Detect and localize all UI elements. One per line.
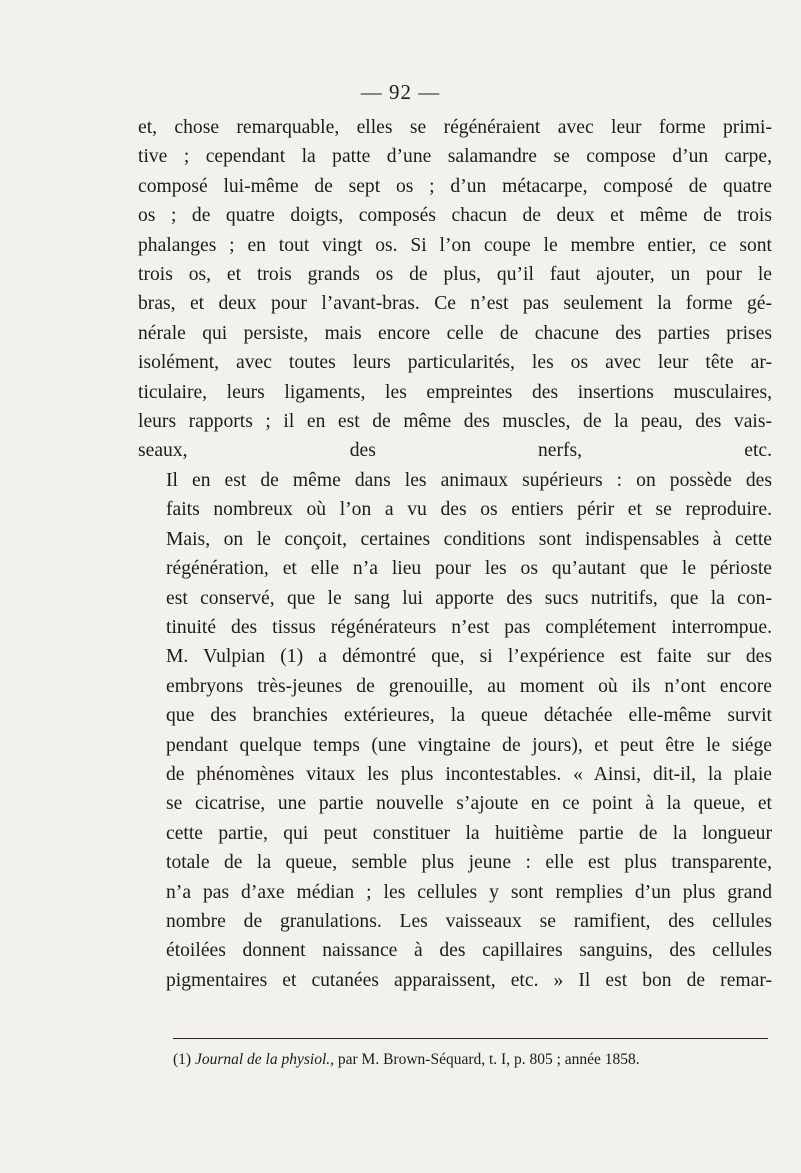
paragraph-1 [138,113,772,466]
footnote [173,1050,773,1070]
text-line: M. Vulpian (1) a démontré que, si l’expérience est faite sur des [166,646,772,668]
text-line: est conservé, que le sang lui apporte des sucs nutritifs, que la con- [166,587,772,609]
text-line: tive ; cependant la patte d’une salamandre se compose d’un carpe, [138,146,772,168]
footnote-divider [173,1038,768,1039]
text-line: totale de la queue, semble plus jeune : elle est plus transparente, [166,852,772,874]
paragraph-2 [138,466,772,642]
text-line: isolément, avec toutes leurs particularités, les os avec leur tête ar- [138,352,772,374]
text-line: seaux, des nerfs, etc. [138,440,772,462]
paragraph-3 [138,642,772,995]
text-line: os ; de quatre doigts, composés chacun de deux et même de trois [138,205,772,227]
text-line: cette partie, qui peut constituer la huitième partie de la longueur [166,822,772,844]
text-line: Mais, on le conçoit, certaines conditions sont indispensables à cette [166,528,772,550]
text-line: n’a pas d’axe médian ; les cellules y sont remplies d’un plus grand [166,881,772,903]
text-line: de phénomènes vitaux les plus incontestables. « Ainsi, dit-il, la plaie [166,763,772,785]
text-line: ticulaire, leurs ligaments, les empreintes des insertions musculaires, [138,381,772,403]
footnote-citation: par M. Brown-Séquard, t. I, p. 805 ; année 1858. [337,1051,640,1068]
text-line: leurs rapports ; il en est de même des muscles, de la peau, des vais- [138,411,772,433]
text-line: embryons très-jeunes de grenouille, au moment où ils n’ont encore [166,675,772,697]
text-line: phalanges ; en tout vingt os. Si l’on coupe le membre entier, ce sont [138,234,772,256]
text-line: pendant quelque temps (une vingtaine de jours), et peut être le siége [166,734,772,756]
footnote-marker: (1) [173,1051,192,1068]
text-line: se cicatrise, une partie nouvelle s’ajoute en ce point à la queue, et [166,793,772,815]
page-number: — 92 — [360,80,441,104]
text-line: régénération, et elle n’a lieu pour les os qu’autant que le périoste [166,558,772,580]
text-line: et, chose remarquable, elles se régénéraient avec leur forme primi- [138,117,772,138]
text-line: composé lui-même de sept os ; d’un métacarpe, composé de quatre [138,175,772,197]
body-text [138,113,772,995]
text-line: trois os, et trois grands os de plus, qu’il faut ajouter, un pour le [138,264,772,286]
text-line: que des branchies extérieures, la queue détachée elle-même survit [166,705,772,727]
text-line: bras, et deux pour l’avant-bras. Ce n’est pas seulement la forme gé- [138,293,772,315]
text-line: Il en est de même dans les animaux supérieurs : on possède des [166,469,772,491]
text-line: tinuité des tissus régénérateurs n’est pas complétement interrompue. [166,616,772,638]
text-line: étoilées donnent naissance à des capillaires sanguins, des cellules [166,940,772,962]
footnote-journal-title: Journal de la physiol., [194,1051,335,1068]
text-line: nérale qui persiste, mais encore celle de chacune des parties prises [138,322,772,344]
text-line: pigmentaires et cutanées apparaissent, etc. » Il est bon de remar- [166,969,772,991]
text-line: nombre de granulations. Les vaisseaux se ramifient, des cellules [166,910,772,932]
text-line: faits nombreux où l’on a vu des os entiers périr et se reproduire. [166,499,772,521]
